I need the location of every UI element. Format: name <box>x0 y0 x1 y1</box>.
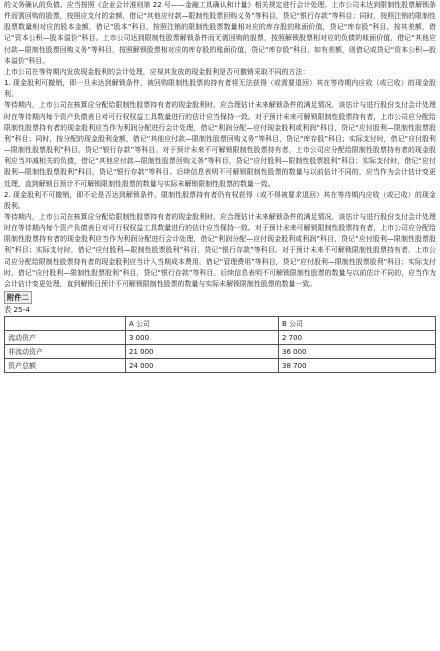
company-assets-table <box>4 316 436 373</box>
attachment-heading-row <box>4 291 436 304</box>
paragraph-revocable-dividend-detail: 等待期内，上市公司在核算应分配给限制性股票持有者的现金股利时，应合理估计未来解锁条件的满足情况，该估计与进行股份支付会计处理时在等待期内每个资产负债表日对可行权权益工具数量进行的估计应当保持一致。对于预计未来可解锁限制性股票持有者，上市公司应分配给限制性股票持有者的现金股利应当作为利润分配进行会计处理，借记“利润分配—应付现金股利或利润”科目，贷记“应付股利—限制性股票股利”科目；同时，按分配的现金股利金额，借记“其他应付款—限制性股票回购义务”等科目，贷记“库存股”科目；实际支付时，借记“应付股利—限制性股票股利”科目，贷记“银行存款”等科目。对于预计未来不可解锁限制性股票持有者，上市公司应分配给限制性股票持有者的现金股利应当冲减相关的负债，借记“其他应付款—限制性股票回购义务”等科目，贷记“应付股利—限制性股票股利”科目；实际支付时，借记“应付股利—限制性股票股利”科目，贷记“银行存款”等科目。后续信息表明不可解锁限制性股票的数量与以前估计不同的，应当作为会计估计变更处理，直到解锁日预计不可解锁限制性股票的数量与实际未解锁限制性股票的数量一致。 <box>4 101 436 188</box>
paragraph-irrevocable-dividend-detail: 等待期内，上市公司在核算应分配给限制性股票持有者的现金股利时，应合理估计未来解锁条件的满足情况，该估计与进行股份支付会计处理时在等待期内每个资产负债表日对可行权权益工具数量进行的估计应当保持一致。对于预计未来可解锁限制性股票持有者，上市公司应分配给限制性股票持有者的现金股利应当作为利润分配进行会计处理，借记“利润分配—应付现金股利或利润”科目，贷记“应付股利—限制性股票股利”科目；实际支付时，借记“应付股利—限制性股票股利”科目，贷记“银行存款”等科目。对于预计未来不可解锁限制性股票持有者，上市公司应分配给限制性股票持有者的现金股利应当计入当期成本费用，借记“管理费用”等科目，贷记“应付股利—限制性股票股利”科目；实际支付时，借记“应付股利—限制性股票股利”科目，贷记“银行存款”等科目。后续信息表明不可解锁限制性股票的数量与以前估计不同的，应当作为会计估计变更处理，直到解锁日预计不可解锁限制性股票的数量与实际未解锁限制性股票的数量一致。 <box>4 212 436 288</box>
cell-value: 3 000 <box>126 331 279 345</box>
cell-value: 38 700 <box>279 359 436 373</box>
table-header-cell <box>5 317 126 331</box>
cell-value: 2 700 <box>279 331 436 345</box>
row-label: 流动资产 <box>5 331 126 345</box>
table-row <box>5 359 436 373</box>
paragraph-buyback-accounting: 的义务确认的负债。应当按照《企业会计准则第 22 号——金融工具确认和计量》相关规定进行会计处理。上市公司未达到限制性股票解锁条件而需回购的股票，按照应支付的金额，借记“其他应付款—限制性股票回购义务”等科目，贷记“银行存款”等科目；同时，按照注销的限制性股票数量相对应的股本金额，借记“股本”科目，按照注销的限制性股票数量相对应的库存股的账面价值，贷记“库存股”科目，按其差额，借记“资本公积—股本溢价”科目。上市公司达到限制性股票解锁条件而无需回购的股票，按照解锁股票相对应的负债的账面价值，借记“其他应付款—限制性股票回购义务”等科目，按照解锁股票相对应的库存股的账面价值，贷记“库存股”科目，如有差额，则借记或贷记“资本公积—股本溢价”科目。 <box>4 1 436 65</box>
paragraph-irrevocable-dividend-heading: 2. 现金股利不可撤销，即不论是否达到解锁条件，限制性股票持有者仍有权获得（或不得被要求退回）其在等待期内应收（或已收）的现金股利。 <box>4 190 436 210</box>
cell-value: 21 000 <box>126 345 279 359</box>
row-label: 资产总额 <box>5 359 126 373</box>
cell-value: 24 000 <box>126 359 279 373</box>
paragraph-revocable-dividend-heading: 1. 现金股利可撤销，即一旦未达到解锁条件，被回购限制性股票的持有者将无法获得（或需要退回）其在等待期内应收（或已收）的现金股利。 <box>4 79 436 99</box>
table-row <box>5 345 436 359</box>
table-header-cell: B 公司 <box>279 317 436 331</box>
cell-value: 36 000 <box>279 345 436 359</box>
document-page <box>4 0 436 373</box>
paragraph-dividend-intro: 上市公司在等待期内发放现金股利的会计处理，应视其发放的现金股利是否可撤销采取不同的方法： <box>4 67 310 76</box>
table-caption: 表 25-4 <box>4 305 30 315</box>
table-header-row <box>5 317 436 331</box>
row-label: 非流动资产 <box>5 345 126 359</box>
table-header-cell: A 公司 <box>126 317 279 331</box>
table-row <box>5 331 436 345</box>
attachment-label: 附件二 <box>4 291 32 304</box>
